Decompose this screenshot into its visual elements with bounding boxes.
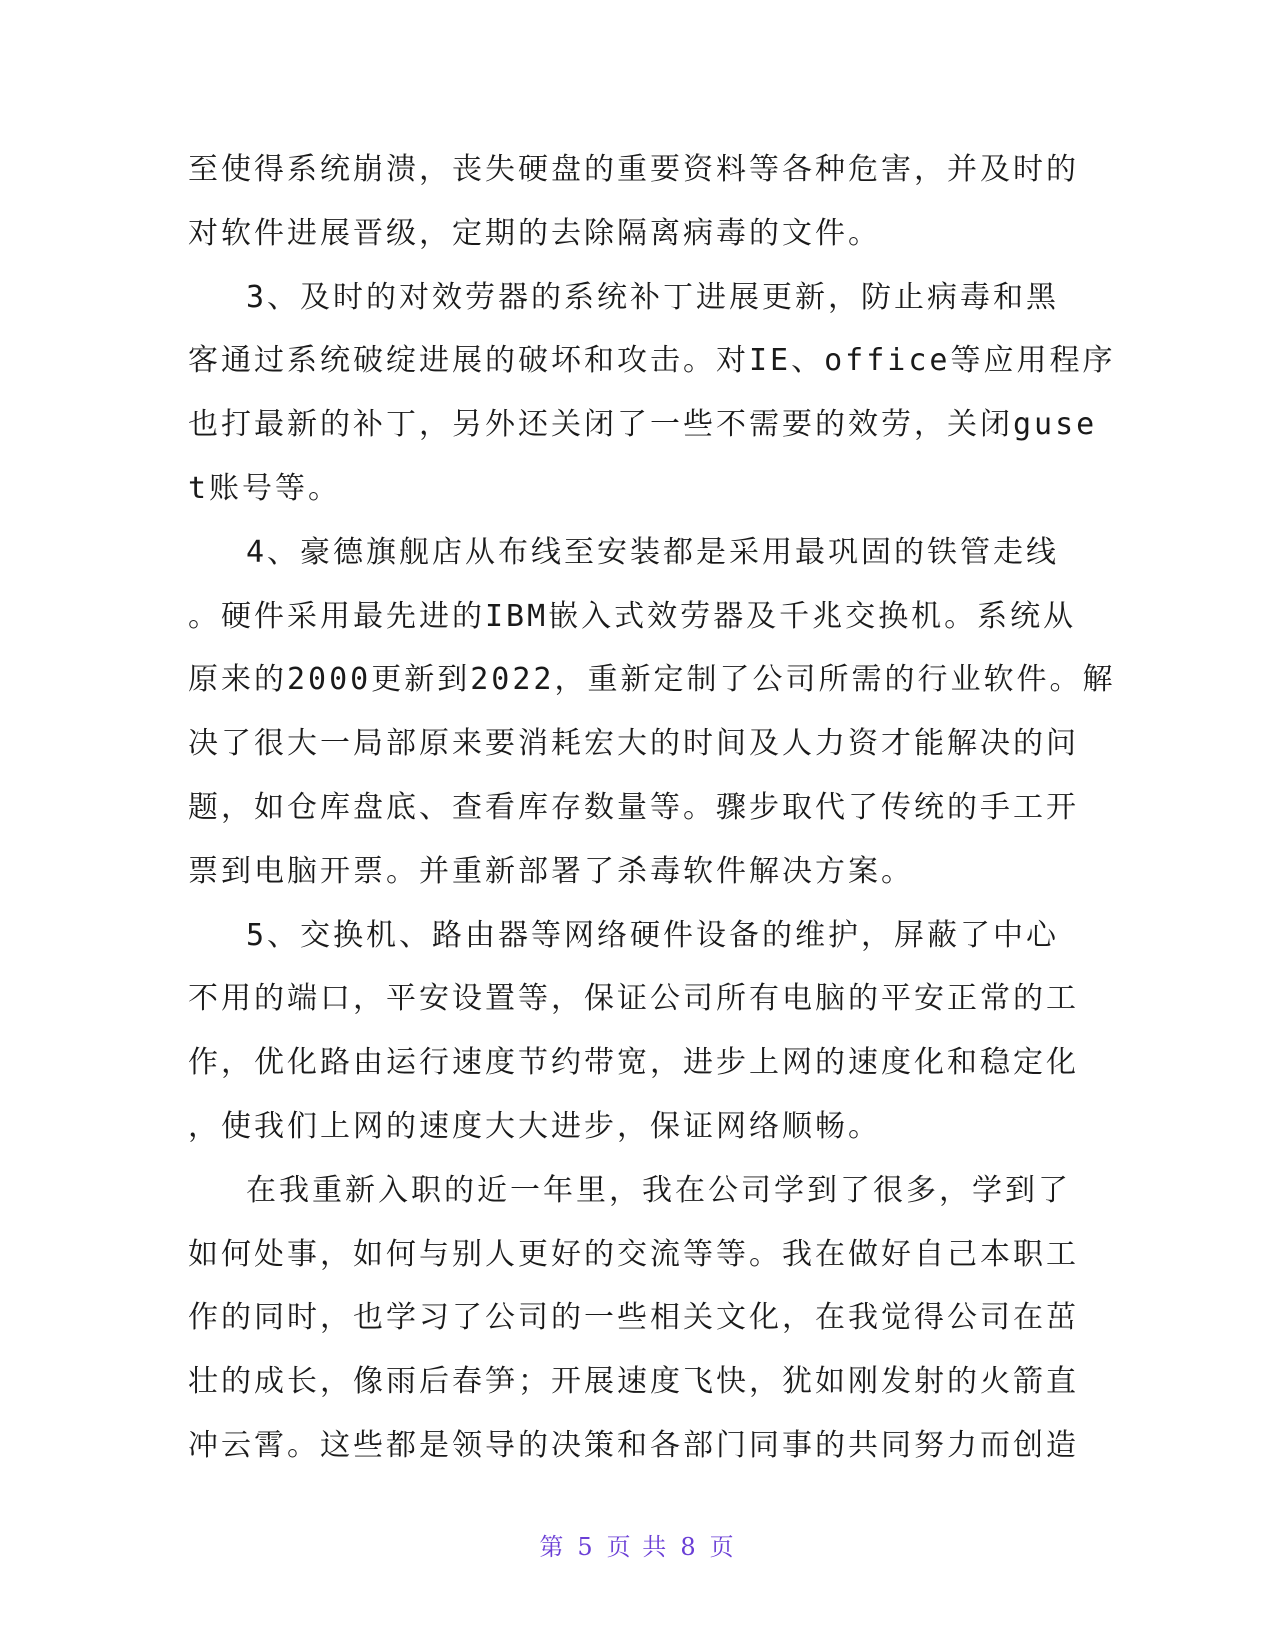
text-line: 也打最新的补丁，另外还关闭了一些不需要的效劳，关闭guse	[188, 407, 1098, 443]
text-line: 决了很大一局部原来要消耗宏大的时间及人力资才能解决的问	[188, 726, 1079, 762]
text-line: t账号等。	[188, 470, 342, 506]
text-line: 作，优化路由运行速度节约带宽，进步上网的速度化和稳定化	[188, 1045, 1079, 1081]
footer-middle: 页 共	[606, 1533, 669, 1561]
text-line: 票到电脑开票。并重新部署了杀毒软件解决方案。	[188, 853, 914, 889]
text-line: 作的同时，也学习了公司的一些相关文化，在我觉得公司在茁	[188, 1300, 1079, 1336]
text-line: 4、豪德旗舰店从布线至安装都是采用最巩固的铁管走线	[246, 534, 1060, 570]
text-line: 如何处事，如何与别人更好的交流等等。我在做好自己本职工	[188, 1236, 1079, 1272]
footer-prefix: 第	[539, 1533, 566, 1561]
page-number-footer	[0, 1527, 1275, 1562]
document-body	[188, 138, 1116, 1478]
text-line: 客通过系统破绽进展的破坏和攻击。对IE、office等应用程序	[188, 343, 1116, 379]
text-line: ，使我们上网的速度大大进步，保证网络顺畅。	[188, 1108, 881, 1144]
text-line: 原来的2000更新到2022，重新定制了公司所需的行业软件。解	[188, 662, 1116, 698]
text-line: 不用的端口，平安设置等，保证公司所有电脑的平安正常的工	[188, 981, 1079, 1017]
text-line: 至使得系统崩溃，丧失硬盘的重要资料等各种危害，并及时的	[188, 152, 1079, 187]
text-line: 冲云霄。这些都是领导的决策和各部门同事的共同努力而创造	[188, 1427, 1079, 1463]
text-line: 壮的成长，像雨后春笋；开展速度飞快，犹如刚发射的火箭直	[188, 1364, 1079, 1400]
current-page-number: 5	[577, 1533, 595, 1561]
text-line: 3、及时的对效劳器的系统补丁进展更新，防止病毒和黑	[246, 279, 1060, 315]
text-line: 对软件进展晋级，定期的去除隔离病毒的文件。	[188, 215, 881, 251]
text-line: 在我重新入职的近一年里，我在公司学到了很多，学到了	[246, 1172, 1071, 1208]
footer-suffix: 页	[709, 1533, 736, 1561]
text-line: 5、交换机、路由器等网络硬件设备的维护，屏蔽了中心	[246, 917, 1060, 953]
text-line: 题，如仓库盘底、查看库存数量等。骤步取代了传统的手工开	[188, 789, 1079, 825]
text-line: 。硬件采用最先进的IBM嵌入式效劳器及千兆交换机。系统从	[188, 598, 1077, 634]
total-pages-number: 8	[680, 1533, 698, 1561]
